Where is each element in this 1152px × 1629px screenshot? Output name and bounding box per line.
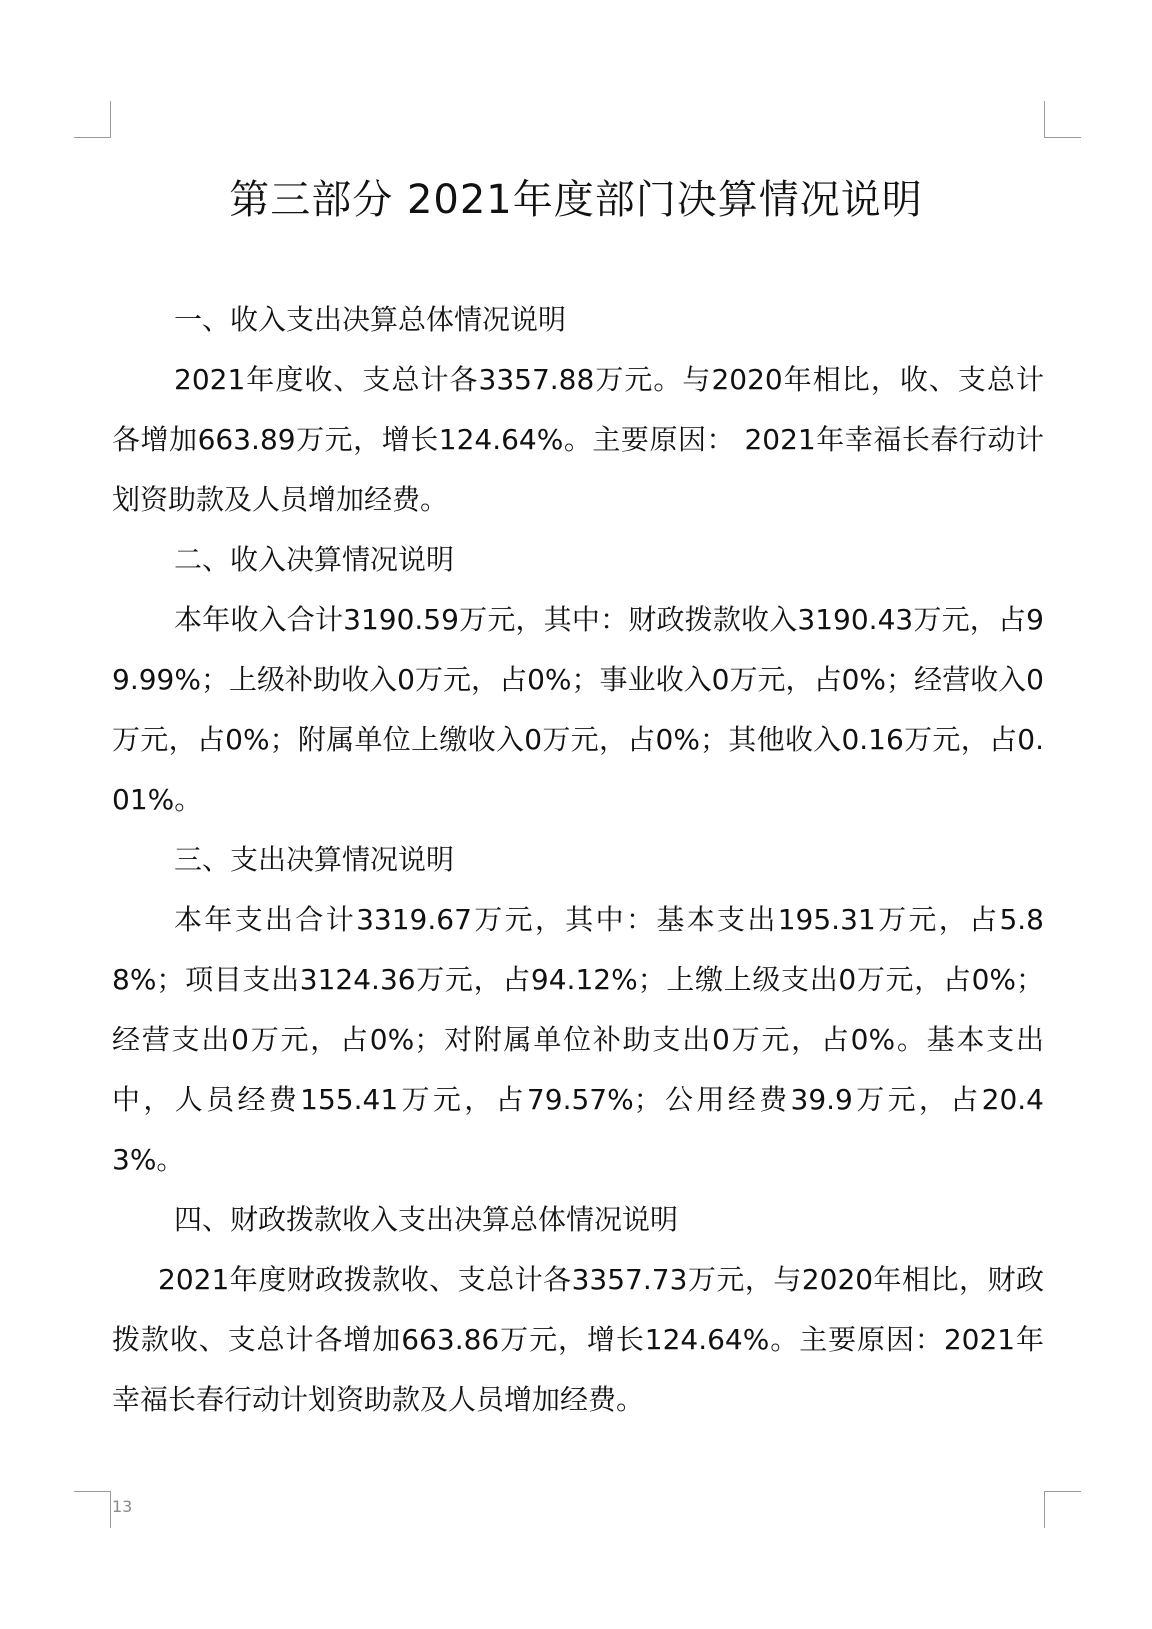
section-heading-income-expense-overview: 一、收入支出决算总体情况说明 [174,303,567,336]
crop-mark-top-right [1044,101,1081,138]
crop-mark-top-left [74,101,111,138]
section-body-fiscal-appropriation: 2021年度财政拨款收、支总计各3357.73万元，与2020年相比，财政拨款收、支总计各增加663.86万元，增长124.64%。主要原因：2021年幸福长春行动计划资助款及人员增加经费。 [112,1263,1044,1416]
crop-mark-bottom-left [74,1491,111,1528]
section-heading-expense: 三、支出决算情况说明 [174,843,455,876]
page-title: 第三部分 2021年度部门决算情况说明 [229,177,923,223]
section-heading-income: 二、收入决算情况说明 [174,543,455,576]
section-body-income: 本年收入合计3190.59万元，其中：财政拨款收入3190.43万元，占99.99%；上级补助收入0万元，占0%；事业收入0万元，占0%；经营收入0万元，占0%；附属单位上缴收入0万元，占0%；其他收入0.16万元，占0.01%。 [112,603,1044,816]
document-body [112,290,1044,1430]
page-number: 13 [112,1497,133,1516]
section-body-income-expense-overview: 2021年度收、支总计各3357.88万元。与2020年相比，收、支总计各增加663.89万元，增长124.64%。主要原因： 2021年幸福长春行动计划资助款及人员增加经费。 [112,363,1044,516]
crop-mark-bottom-right [1044,1491,1081,1528]
section-body-expense: 本年支出合计3319.67万元，其中：基本支出195.31万元，占5.88%；项目支出3124.36万元，占94.12%；上缴上级支出0万元，占0%；经营支出0万元，占0%；对附属单位补助支出0万元，占0%。基本支出中，人员经费155.41万元，占79.57%；公用经费39.9万元，占20.43%。 [112,903,1044,1176]
section-heading-fiscal-appropriation: 四、财政拨款收入支出决算总体情况说明 [174,1203,679,1236]
